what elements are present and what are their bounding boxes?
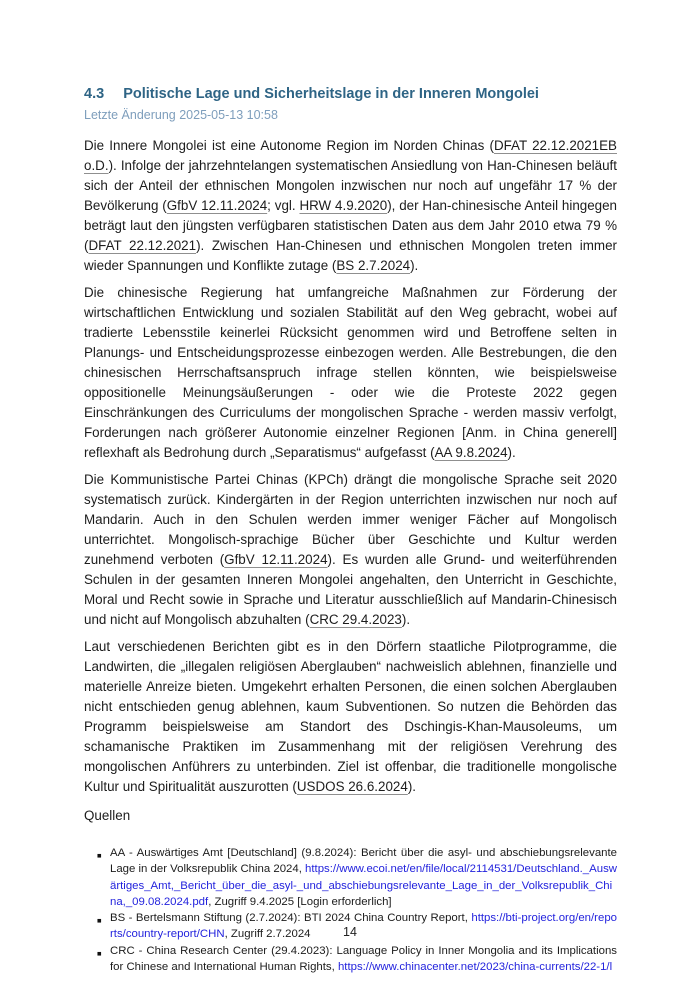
text-run: CRC - China Research Center (29.4.2023): Language Policy in Inner Mongolia and its Implications for Chinese and International Human Rights, [110,944,617,974]
citation-link[interactable]: GfbV 12.11.2024 [166,198,268,213]
bullet-square-icon: ■ [97,916,102,926]
text-run: ). [407,779,416,794]
citation-link[interactable]: HRW 4.9.2020 [299,198,388,213]
text-run: AA - Auswärtiges Amt [Deutschland] (9.8.2024): Bericht über die asyl- und abschiebungsrelevante Lage in der Volksrepublik China 2024, [110,847,617,876]
citation-link[interactable]: BS 2.7.2024 [336,258,411,273]
text-run: Laut verschiedenen Berichten gibt es in den Dörfern staatliche Pilotprogramme, die Landwirten, die „illegalen religiösen Aberglauben“ nachweislich ablehnen, finanzielle und materielle Anreize bieten. Umgekehrt erhalten Personen, die einen solchen Aberglauben nicht entschieden genug ablehnen, kaum Subventionen. So nutzen die Behörden das Programm beispielsweise am Standort des Dschingis-Khan-Mausoleums, um schamanische Praktiken im Zusammenhang mit der religiösen Verehrung des mongolischen Anführers zu unterbinden. Ziel ist offenbar, die traditionelle mongolische Kultur und Spiritualität auszurotten ( [84,639,617,794]
text-run: ; vgl. [267,198,300,213]
text-run: ), der Han-chinesische Anteil hingegen beträgt laut den jüngsten verfügbaren statistischen Daten aus dem Jahr 2010 etwa 79 % ( [84,198,618,253]
paragraph [84,136,617,276]
text-run: ). [507,445,516,460]
citation-link[interactable]: AA 9.8.2024 [434,445,508,460]
text-run: Die chinesische Regierung hat umfangreiche Maßnahmen zur Förderung der wirtschaftlichen Entwicklung und sozialen Stabilität auf den Weg gebracht, wobei auf tradierte Lebensstile keinerlei Rücksicht genommen wird und Betroffene selten in Planungs- und Entscheidungsprozesse einbezogen werden. Alle Bestrebungen, die den chinesischen Herrschaftsanspruch infrage stellen könnten, wie beispielsweise oppositionelle Meinungsäußerungen - oder wie die Proteste 2022 gegen Einschränkungen des Curriculums der mongolischen Sprache - werden massiv verfolgt, Forderungen nach größerer Autonomie einzelner Regionen [Anm. in China generell] reflexhaft als Bedrohung durch „Separatismus“ aufgefasst ( [84,285,617,460]
bullet-square-icon: ■ [97,851,102,860]
text-run: Die Kommunistische Partei Chinas (KPCh) drängt die mongolische Sprache seit 2020 systematisch zurück. Kindergärten in der Region unterrichten inzwischen nur noch auf Mandarin. Auch in den Schulen werden immer weniger Fächer auf Mongolisch unterrichtet. Mongolisch-sprachige Bücher über Geschichte und Kultur werden zunehmend verboten ( [84,472,617,567]
source-item [97,943,617,976]
text-run: ). Zwischen Han-Chinesen und ethnischen Mongolen treten immer wieder Spannungen und Konflikte zutage ( [84,238,617,273]
section-number: 4.3 [84,86,105,102]
text-run: Die Innere Mongolei ist eine Autonome Region im Norden Chinas ( [84,138,494,153]
page-number: 14 [343,925,357,939]
text-run: ). [410,258,419,273]
page-content [84,85,617,975]
citation-link[interactable]: USDOS 26.6.2024 [296,779,408,794]
citation-link[interactable]: DFAT 22.12.2021EB o.D. [84,138,617,173]
sources-heading: Quellen [84,808,131,823]
text-run: , Zugriff 2.7.2024 [224,928,311,941]
paragraph [84,637,617,797]
paragraph [84,283,617,463]
source-url-link[interactable]: https://www.chinacenter.net/2023/china-currents/22-1/l [337,961,613,974]
text-run: ). [401,612,411,627]
text-run: BS - Bertelsmann Stiftung (2.7.2024): BTI 2024 China Country Report, [110,912,472,925]
source-item [97,845,617,910]
text-run: ). Infolge der jahrzehntelangen systematischen Ansiedlung von Han-Chinesen beläuft sich der Anteil der ethnischen Mongolen inzwischen nur noch auf ungefähr 17 % der Bevölkerung ( [84,158,617,213]
last-modified-label: Letzte Änderung 2025-05-13 10:58 [84,108,278,122]
document-body [84,136,617,797]
section-title: Politische Lage und Sicherheitslage in der Inneren Mongolei [123,86,539,102]
text-run: ). Es wurden alle Grund- und weiterführenden Schulen in der gesamten Inneren Mongolei angehalten, den Unterricht in Geschichte, Moral und Recht sowie in Sprache und Literatur ausschließlich auf Mandarin-Chinesisch und nicht auf Mongolisch abzuhalten ( [84,552,617,627]
sources-list [97,845,617,975]
source-url-link[interactable]: https://bti-project.org/en/reports/country-report/CHN [110,912,617,941]
text-run: , Zugriff 9.4.2025 [Login erforderlich] [208,895,392,908]
source-url-link[interactable]: https://www.ecoi.net/en/file/local/2114531/Deutschland._Auswärtiges_Amt,_Bericht_über_die_asyl-_und_abschiebungsrelevante_Lage_in_der_Volksrepublik_China,_09.08.2024.pdf [110,863,617,908]
citation-link[interactable]: DFAT 22.12.2021 [88,238,197,253]
section-heading [84,85,617,103]
citation-link[interactable]: GfbV 12.11.2024 [224,552,328,567]
paragraph [84,470,617,630]
bullet-square-icon: ■ [97,948,102,958]
citation-link[interactable]: CRC 29.4.2023 [309,612,402,627]
